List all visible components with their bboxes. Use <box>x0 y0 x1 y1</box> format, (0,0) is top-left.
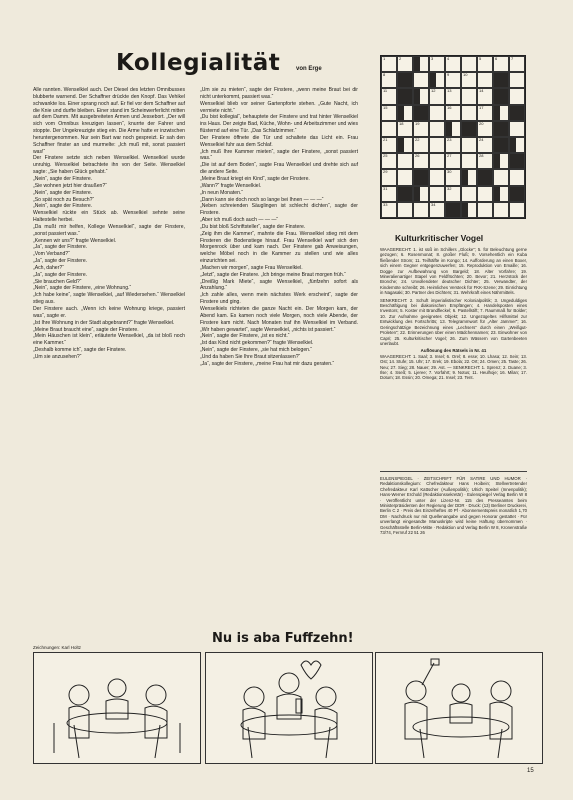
crossword-number: 26 <box>415 153 420 159</box>
crossword-cell <box>445 153 461 169</box>
article-paragraph: „Kennen wir uns?“ fragte Wenselkiel. <box>33 237 117 244</box>
crossword-cell <box>381 169 397 185</box>
crossword-number: 17 <box>479 104 484 110</box>
article-paragraph: „Nein“, sagte der Finstere. <box>33 189 93 196</box>
crossword-cell <box>509 137 525 153</box>
crossword-cell <box>429 202 445 218</box>
crossword-number: 1 <box>383 56 386 61</box>
article-paragraph: „Wann?“ fragte Wenselkiel. <box>200 182 262 189</box>
crossword-cell <box>461 153 477 169</box>
crossword-cell <box>381 137 397 153</box>
crossword-grid <box>380 55 526 219</box>
crossword-cell <box>477 186 493 202</box>
crossword-cell <box>477 121 493 137</box>
crossword-number: 9 <box>447 72 450 78</box>
crossword-cell <box>445 72 461 88</box>
article-paragraph: „Aber ich muß doch auch — — —“ <box>200 217 279 224</box>
cartoon-credit: Zeichnungen: Karl Holtz <box>33 645 82 650</box>
imprint: EULENSPIEGEL · ZEITSCHRIFT FÜR SATIRE UND HUMOR · Redaktionskollegium: Chefredakteur Hans Hoibein; Stellvertretender Chefredakteur Karl Kattscher (Außenpolitik); Ulrich Speitel (Innenpolitik); Hans-Werner Erchold (Redaktionssekretär) · Eulenspiegel Verlag Berlin W 8 · Veröffentlicht unter der Lizenz-Nr. 115 des Presseamtes beim Ministerpräsidenten der Regierung der DDR · Druck: (13) Berliner Druckerei, Berlin C 2 · Preis des Einzelheftes 40 Pf · Abonnementspreis monatlich 1,70 DM · Nachdruck nur mit Quellenangabe und gegen Honorar gestattet · Für unverlangt eingesandte Manuskripte wird keine Haftung übernommen · Geschäftsstelle Berlin-Mitte · Redaktion und Verlag Berlin W 8, Kronenstraße 73/74, Fernruf 22 51 26 <box>380 476 527 536</box>
article-paragraph: Wenselkiel blieb vor seiner Gartenpforte stehen. „Gute Nacht, ich vermiete nicht.“ <box>200 100 358 114</box>
crossword-number: 5 <box>479 56 482 61</box>
crossword-cell <box>493 121 509 137</box>
crossword-cell <box>461 105 477 121</box>
across-clues: WAAGERECHT: 1. ist süß im Schillers „Glocke“; 5. für Beleuchtung gerne gezogen; 6. Rosenmonat; 8. großer Fluß; 9. Vorsehentlich ein Kuba fließender Strom; 11. Teilhälfte im Kongo; 14. Aufforderung an einen Boxer, sich einem Gegner entgegenzuwerfen; 15. Reproduktion von Emaille; 16. Dogge zur Aufbewahrung von Bargeld; 18. Alter Vorfahre; 19. Mineralienartiger Stapel von Feldfrüchten; 20. Bevor; 21. Herzstück der Bronche; 24. Unvollendeter deutscher Dichter; 25. Verwandter, der Kindernöte schreibt; 26. Heimliches Versteck für FKK-Szene; 29. Einrichtung in Nagasaki; 30. Partner des Dichters; 31. Wehrkraft eines Nährmittels. <box>380 247 527 296</box>
crossword-cell <box>381 186 397 202</box>
crossword-number: 21 <box>383 137 388 142</box>
cartoon-panel-1 <box>33 652 201 764</box>
crossword-cell <box>397 56 413 72</box>
crossword-cell <box>445 88 461 104</box>
crossword-cell <box>509 121 525 137</box>
crossword-cell <box>509 105 525 121</box>
crossword-cell <box>445 105 461 121</box>
crossword-number: 10 <box>463 72 468 78</box>
article-paragraph: Wenselkiels richteten die ganze Nacht ein. Der Morgen kam, der Abend kam. Es kamen noch viele Morgen, noch viele Abende, der Finstere kam nicht. Nach Monaten traf ihn Wenselkiel im Verband. „Wir haben gewartet“, sagte Wenselkiel, „nichts ist passiert.“ <box>200 306 358 333</box>
crossword-cell <box>429 56 445 72</box>
article-paragraph: Alle rannten. Wenselkiel auch. Der Diesel des letzten Omnibusses blubberte warnend. Der Schaffner drückte den Knopf. Das Vehikel schwankte los. Einer sprang noch auf. Er fiel vor dem Schaffner auf die Knie und durfte bleiben. Einer stand im Scheinwerferlicht mitten auf dem Damm. Mit ausgebreiteten Armen und Jessebort. „Der will sich vom Omnibus kreuzigen lassen“, knurrte der Fahrer und stoppte. Der Ungekreuzigte stieg ein. Die Arme hatte er inzwischen heruntergenommen. Nur sein Bart war noch gespreizt. Er sah den Schaffner finster an und murmelte: „Ich muß mit, sonst passiert was!“ <box>33 87 185 155</box>
crossword-number: 13 <box>447 88 452 94</box>
crossword-cell <box>413 153 429 169</box>
crossword-cell <box>381 72 397 88</box>
article-paragraph: „Sie brauchen Geld?“ <box>33 278 82 285</box>
article-paragraph: „Mein Häuschen ist klein“, erläuterte Wenselkiel, „da ist bloß noch eine Kammer.“ <box>33 333 185 347</box>
article-paragraph: „Ja“, sagte der Finstere. <box>33 244 88 251</box>
crossword-cell <box>509 88 525 104</box>
crossword-cell <box>381 202 397 218</box>
article-paragraph: „Um sie anzusehen?“ <box>33 353 82 360</box>
crossword-cell <box>429 137 445 153</box>
article-column-2 <box>200 87 358 368</box>
article-paragraph: „Ja“, sagte der Finstere. <box>33 271 88 278</box>
article-paragraph: „Ist das Kind nicht gekommen?“ fragte Wenselkiel. <box>200 340 314 347</box>
crossword-cell <box>413 186 429 202</box>
crossword-cell <box>397 121 413 137</box>
crossword-cell <box>413 121 429 137</box>
crossword-cell <box>429 153 445 169</box>
cartoon-drawing-1 <box>34 653 200 763</box>
crossword-cell <box>493 186 509 202</box>
article-paragraph: „So spät noch zu Besuch?“ <box>33 196 95 203</box>
crossword-cell <box>493 153 509 169</box>
crossword-number: 30 <box>447 169 452 175</box>
crossword-cell <box>381 153 397 169</box>
crossword-cell <box>509 169 525 185</box>
crossword-cell <box>461 56 477 72</box>
crossword-cell <box>477 88 493 104</box>
crossword-cell <box>461 88 477 104</box>
riddle-title: Kulturkritischer Vogel <box>395 233 484 243</box>
crossword-number: 6 <box>495 56 498 61</box>
crossword-cell <box>493 56 509 72</box>
article-paragraph: „Machen wir morgen“, sagte Frau Wenselkiel. <box>200 264 303 271</box>
article-paragraph: „Dann kann sie doch noch so lange bei Ihnen — — —“ <box>200 196 324 203</box>
article-byline: von Erge <box>296 66 322 72</box>
article-paragraph: „Um sie zu mieten“, sagte der Finstere, „wenn meine Braut bei dir nicht unterkommt, passiert was.“ <box>200 87 358 100</box>
crossword-cell <box>397 105 413 121</box>
article-column-1 <box>33 87 185 361</box>
crossword-cell <box>509 72 525 88</box>
crossword-cell <box>429 105 445 121</box>
crossword-cell <box>493 202 509 218</box>
crossword-cell <box>477 169 493 185</box>
crossword-number: 8 <box>383 72 386 78</box>
crossword-cell <box>461 169 477 185</box>
crossword-cell <box>413 88 429 104</box>
article-paragraph: „Du bist bloß Schriftsteller“, sagte der Finstere. <box>200 223 306 230</box>
crossword-cell <box>461 202 477 218</box>
crossword-cell <box>397 137 413 153</box>
crossword-cell <box>413 202 429 218</box>
crossword-cell <box>397 88 413 104</box>
article-paragraph: „Neben schreienden Säuglingen ist schlecht dichten“, sagte der Finstere. <box>200 203 358 217</box>
crossword-cell <box>397 169 413 185</box>
article-paragraph: Der Finstere setzte sich neben Wenselkiel. Wenselkiel wurde unruhig. Wenselkiel betrachtete ihn von der Seite. Wenselkiel sagte: „Sie haben Glück gehabt.“ <box>33 155 185 176</box>
crossword-cell <box>429 186 445 202</box>
article-paragraph: „Nein“, sagte der Finstere, „sie hat mich belogen.“ <box>200 347 313 354</box>
crossword-cell <box>477 72 493 88</box>
article-paragraph: „Ist Ihre Wohnung in der Stadt abgebrannt?“ fragte Wenselkiel. <box>33 319 175 326</box>
crossword-number: 2 <box>399 56 402 61</box>
crossword-cell <box>445 121 461 137</box>
cartoon-drawing-3 <box>376 653 542 763</box>
crossword-number: 12 <box>431 88 436 94</box>
crossword-number: 20 <box>479 120 484 126</box>
article-paragraph: „Nein“, sagte der Finstere, „eine Wohnung.“ <box>33 285 132 292</box>
crossword-number: 14 <box>479 88 484 94</box>
crossword-number: 24 <box>479 137 484 142</box>
crossword-cell <box>381 121 397 137</box>
crossword-cell <box>509 153 525 169</box>
crossword-cell <box>413 72 429 88</box>
crossword-number: 16 <box>447 104 452 110</box>
crossword-number: 7 <box>511 56 514 61</box>
article-paragraph: „Zeig ihm die Kammer“, mahnte die Frau. Wenselkiel stieg mit dem Finsteren die Bodenstiege hinauf. Frau Wenselkiel warf sich den Morgenrock über und kam nach. Der Finstere gab Anweisungen, welche Möbel noch in die Kammer zu stellen und wie alles einzurichten sei. <box>200 230 358 265</box>
divider <box>380 471 527 472</box>
solution-text: WAAGERECHT: 1. Saal; 3. Insel; 6. Orel; 8. esse; 10. Lhasa; 12. Sein; 13. Ost; 14. Stufe; 15. Uhr; 17. Erek; 19. Ebola; 22. Ort; 24. Omen; 25. Taste; 26. Neu; 27. Sieg; 28. Nauer; 29. Ast. — SENKRECHT: 1. Sprenz; 2. Duane; 3. Ilse; 4. Sseß; 5. Ljeree; 7. Vorfahrt; 9. Notus; 11. Heulhoje; 16. Milan; 17. Dotum; 18. Essin; 20. Omega; 21. Insel; 23. Tent. <box>380 353 527 381</box>
crossword-number: 27 <box>447 153 452 159</box>
article-paragraph: „Ja“, sagte der Finstere, „meine Frau hat mir dazu geraten.“ <box>200 360 335 367</box>
crossword-cell <box>477 153 493 169</box>
crossword-cell <box>461 186 477 202</box>
crossword-cell <box>493 88 509 104</box>
crossword-number: 31 <box>383 185 388 191</box>
cartoon-drawing-2 <box>206 653 372 763</box>
article-paragraph: „Ich muß Ihre Kammer mieten“, sagte der Finstere, „sonst passiert was.“ <box>200 148 358 162</box>
crossword-cell <box>461 72 477 88</box>
cartoon-panel-2 <box>205 652 373 764</box>
article-paragraph: „Nein“, sagte der Finstere. <box>33 175 93 182</box>
crossword-number: 3 <box>431 56 434 61</box>
crossword-cell <box>429 88 445 104</box>
crossword-cell <box>493 169 509 185</box>
article-paragraph: „Du bist kollegial“, behauptete der Finstere und trat hinter Wenselkiel ins Haus. Der zeigte Bad, Küche, Wohn- und Arbeitszimmer und wies flüsternd auf eine Tür. „Das Schlafzimmer.“ <box>200 114 358 135</box>
solution-title: Auflösung des Rätsels in Nr. 41 <box>420 348 487 354</box>
article-paragraph: „Dreißig Mark Miete“, sagte Wenselkiel, „fünfzehn sofort als Anzahlung.“ <box>200 278 358 292</box>
article-paragraph: „Deshalb komme ich“, sagte der Finstere. <box>33 347 127 354</box>
crossword-number: 33 <box>383 201 388 207</box>
crossword-number: 22 <box>415 137 420 142</box>
crossword-cell <box>461 121 477 137</box>
crossword-cell <box>397 186 413 202</box>
crossword-cell <box>445 186 461 202</box>
page-number: 15 <box>527 768 534 774</box>
article-paragraph: „Ach, daher?“ <box>33 264 64 271</box>
crossword-cell <box>413 56 429 72</box>
crossword-cell <box>445 137 461 153</box>
crossword-cell <box>397 72 413 88</box>
article-paragraph: „Die ist auf dem Boden“, sagte Frau Wenselkiel und drehte sich auf die andere Seite. <box>200 162 358 176</box>
crossword-number: 32 <box>447 185 452 191</box>
crossword-cell <box>413 105 429 121</box>
crossword-cell <box>493 105 509 121</box>
crossword-cell <box>445 202 461 218</box>
crossword-cell <box>477 137 493 153</box>
crossword-cell <box>477 56 493 72</box>
article-paragraph: „Ich habe keine“, sagte Wenselkiel, „auf Wiedersehen.“ Wenselkiel stieg aus. <box>33 292 185 306</box>
crossword-cell <box>429 121 445 137</box>
crossword-cell <box>381 105 397 121</box>
article-paragraph: „Jetzt“, sagte der Finstere. „Ich bringe meine Braut morgen früh.“ <box>200 271 346 278</box>
article-paragraph: „Meine Braut braucht eine“, sagte der Finstere. <box>33 326 139 333</box>
cartoon-title: Nu is aba Fuffzehn! <box>212 631 354 646</box>
crossword-number: 15 <box>383 104 388 110</box>
crossword-cell <box>445 169 461 185</box>
article-paragraph: Wenselkiel rückte ein Stück ab. Wenselkiel sehnte seine Haltestelle herbei. <box>33 210 185 224</box>
article-paragraph: „Ich zahle alles, wenn mein nächstes Werk erscheint“, sagte der Finstere und ging. <box>200 292 358 306</box>
article-paragraph: „Meine Braut kriegt ein Kind“, sagte der Finstere. <box>200 175 310 182</box>
article-paragraph: Der Finstere auch. „Wenn ich keine Wohnung kriege, passiert was“, sagte er. <box>33 306 185 319</box>
crossword-cell <box>509 202 525 218</box>
crossword-cell <box>509 186 525 202</box>
article-paragraph: „Nein“, sagte der Finstere, „ist es nicht.“ <box>200 333 290 340</box>
crossword-number: 18 <box>399 120 404 126</box>
down-clues: SENKRECHT: 2. Schuft imperialistischer Kolonialpolitik; 3. Ungeduldiges Beschäftigung bei diakonischen Empfängen; 4. Handelsposten eines Investors; 5. Koster mit Brandfleckel; 6. Pastellstift; 7. Raummaß für Bolder; 10. Zur Aufnahme geeignetes Objekt; 12. Ungezügeltes Hilfsmittel zur Entwicklung des Fortschritts; 13. Telegrammwort für „Alter Jammer“; 16. Geringschätzige Bezeichnung eines „Lechsers“ durch einen „Weißgut-Proleten“; 22. Erinnerungen über einen Mädchennamen; 23. Einwohner von Capri; 25. Kulturkritischer Vogel; 26. Zum Wässern von Gartenbeeten unerlaubt. <box>380 297 527 346</box>
article-paragraph: „Da mußt mir helfen, Kollege Wenselkiel“, sagte der Finstere, „sonst passiert was.“ <box>33 223 185 237</box>
crossword-number: 34 <box>431 201 436 207</box>
crossword-cell <box>493 137 509 153</box>
crossword-cell <box>445 56 461 72</box>
crossword-number: 11 <box>383 88 388 94</box>
crossword-number: 19 <box>415 120 420 126</box>
article-paragraph: „Sie wohnen jetzt hier draußen?“ <box>33 182 107 189</box>
crossword-cell <box>509 56 525 72</box>
crossword-cell <box>397 202 413 218</box>
article-paragraph: „Vom Verband?“ <box>33 251 70 258</box>
crossword-number: 23 <box>447 137 452 142</box>
crossword-cell <box>397 153 413 169</box>
crossword-cell <box>413 137 429 153</box>
riddle-clues <box>380 247 527 383</box>
cartoon-panel-3 <box>375 652 543 764</box>
crossword-cell <box>477 202 493 218</box>
crossword-cell <box>429 169 445 185</box>
article-title: Kollegialität <box>116 50 281 76</box>
article-paragraph: „Und da haben Sie Ihre Braut sitzenlassen?“ <box>200 353 301 360</box>
crossword-cell <box>413 169 429 185</box>
crossword-number: 29 <box>383 169 388 175</box>
crossword-number: 25 <box>383 153 388 159</box>
article-paragraph: Der Finstere öffnete die Tür und schaltete das Licht ein. Frau Wenselkiel fuhr aus dem Schlaf. <box>200 134 358 148</box>
article-paragraph: „In neun Monaten.“ <box>200 189 244 196</box>
crossword-number: 4 <box>447 56 450 61</box>
article-paragraph: „Ja“, sagte der Finstere. <box>33 258 88 265</box>
crossword-number: 28 <box>479 153 484 159</box>
crossword-cell <box>381 88 397 104</box>
crossword-cell <box>493 72 509 88</box>
article-paragraph: „Nein“, sagte der Finstere. <box>33 203 93 210</box>
crossword-cell <box>461 137 477 153</box>
crossword-cell <box>429 72 445 88</box>
crossword-cell <box>381 56 397 72</box>
crossword-cell <box>477 105 493 121</box>
